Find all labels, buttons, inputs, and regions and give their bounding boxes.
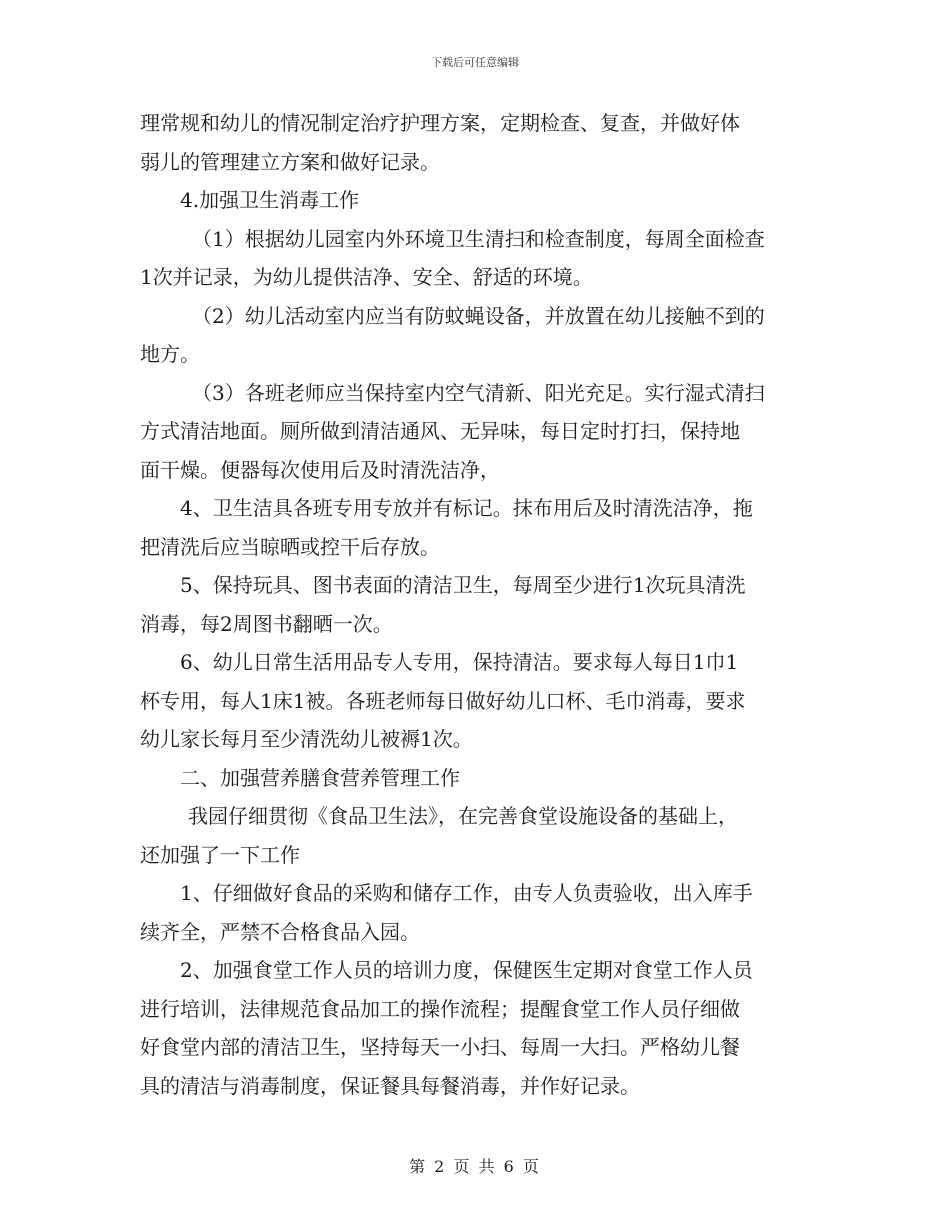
section-heading: 4.加强卫生消毒工作	[180, 188, 360, 212]
text-line: 6、幼儿日常生活用品专人专用，保持清洁。要求每人每日1巾1	[180, 650, 739, 674]
text-line: 4、卫生洁具各班专用专放并有标记。抹布用后及时清洗洁净，拖	[180, 496, 753, 520]
text-line: （1）根据幼儿园室内外环境卫生清扫和检查制度，每周全面检查	[192, 226, 765, 251]
text-line: 具的清洁与消毒制度，保证餐具每餐消毒，并作好记录。	[140, 1073, 640, 1098]
text-line: 进行培训，法律规范食品加工的操作流程；提醒食堂工作人员仔细做	[140, 996, 740, 1021]
page-header: 下载后可任意编辑	[431, 56, 519, 69]
page-footer: 第 2 页 共 6 页	[409, 1157, 541, 1176]
text-line: 我园仔细贯彻《食品卫生法》，在完善食堂设施设备的基础上，	[188, 804, 738, 828]
text-line: 还加强了一下工作	[140, 842, 300, 867]
text-line: （3）各班老师应当保持室内空气清新、阳光充足。实行湿式清扫	[192, 380, 765, 405]
text-line: 杯专用，每人1床1被。各班老师每日做好幼儿口杯、毛巾消毒，要求	[140, 688, 746, 713]
text-line: （2）幼儿活动室内应当有防蚊蝇设备，并放置在幼儿接触不到的	[192, 303, 765, 328]
text-line: 2、加强食堂工作人员的培训力度，保健医生定期对食堂工作人员	[180, 958, 753, 982]
text-line: 理常规和幼儿的情况制定治疗护理方案，定期检查、复查，并做好体	[140, 111, 740, 135]
text-line: 面干燥。便器每次使用后及时清洗洁净，	[140, 457, 500, 482]
section-heading: 二、加强营养膳食营养管理工作	[180, 765, 460, 790]
text-line: 5、保持玩具、图书表面的清洁卫生，每周至少进行1次玩具清洗	[180, 573, 746, 597]
text-line: 地方。	[140, 342, 200, 366]
text-line: 1次并记录，为幼儿提供洁净、安全、舒适的环境。	[140, 265, 593, 289]
text-line: 1、仔细做好食品的采购和储存工作，由专人负责验收，出入库手	[180, 881, 753, 905]
document-body	[140, 104, 810, 1105]
text-line: 弱儿的管理建立方案和做好记录。	[140, 149, 440, 174]
text-line: 好食堂内部的清洁卫生，坚持每天一小扫、每周一大扫。严格幼儿餐	[140, 1035, 740, 1059]
text-line: 消毒，每2周图书翻晒一次。	[140, 611, 393, 636]
text-line: 方式清洁地面。厕所做到清洁通风、无异味，每日定时打扫，保持地	[140, 419, 740, 443]
text-line: 续齐全，严禁不合格食品入园。	[140, 919, 420, 944]
text-line: 把清洗后应当晾晒或控干后存放。	[140, 534, 440, 559]
text-line: 幼儿家长每月至少清洗幼儿被褥1次。	[140, 727, 473, 751]
